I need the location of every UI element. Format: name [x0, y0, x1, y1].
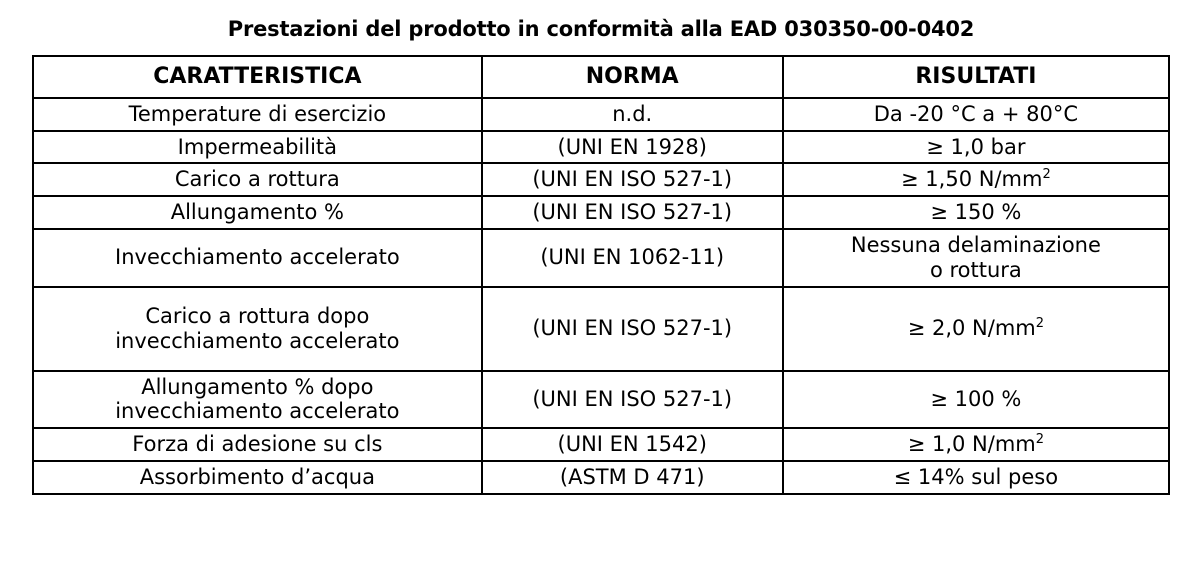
cell-result — [783, 428, 1169, 461]
cell-result: ≥ 100 % — [783, 371, 1169, 429]
cell-norm: (UNI EN 1928) — [482, 131, 783, 164]
column-header-norm: NORMA — [482, 56, 783, 98]
table-row — [33, 287, 1169, 371]
cell-result: ≥ 150 % — [783, 196, 1169, 229]
cell-result-line-1: Nessuna delaminazione — [850, 233, 1101, 258]
cell-characteristic: Invecchiamento accelerato — [33, 229, 482, 287]
cell-result-superscript: 2 — [1035, 316, 1045, 332]
page-title: Prestazioni del prodotto in conformità alla EAD 030350-00-0402 — [227, 17, 975, 41]
cell-characteristic: Allungamento % — [33, 196, 482, 229]
table-header — [33, 56, 1169, 98]
cell-result: ≤ 14% sul peso — [783, 461, 1169, 494]
cell-norm: (UNI EN ISO 527-1) — [482, 287, 783, 371]
cell-characteristic: Forza di adesione su cls — [33, 428, 482, 461]
cell-norm: (UNI EN ISO 527-1) — [482, 371, 783, 429]
table-row — [33, 371, 1169, 429]
cell-characteristic-line-1: Allungamento % dopo — [141, 374, 374, 399]
cell-characteristic-line-2: invecchiamento accelerato — [115, 399, 400, 424]
table-row — [33, 428, 1169, 461]
cell-characteristic: Impermeabilità — [33, 131, 482, 164]
cell-result-superscript: 2 — [1042, 167, 1051, 183]
table-body — [33, 98, 1169, 494]
table-row — [33, 163, 1169, 196]
column-header-characteristic: CARATTERISTICA — [33, 56, 482, 98]
cell-result — [783, 163, 1169, 196]
cell-characteristic — [33, 371, 482, 429]
cell-characteristic: Temperature di esercizio — [33, 98, 482, 131]
cell-norm: n.d. — [482, 98, 783, 131]
cell-norm: (ASTM D 471) — [482, 461, 783, 494]
cell-norm: (UNI EN ISO 527-1) — [482, 196, 783, 229]
cell-characteristic-line-2: invecchiamento accelerato — [115, 328, 400, 353]
table-header-row — [33, 56, 1169, 98]
cell-characteristic: Assorbimento d’acqua — [33, 461, 482, 494]
table-row — [33, 461, 1169, 494]
cell-norm: (UNI EN ISO 527-1) — [482, 163, 783, 196]
cell-norm: (UNI EN 1542) — [482, 428, 783, 461]
cell-result-superscript: 2 — [1035, 432, 1045, 448]
cell-result-text: ≥ 1,0 N/mm — [907, 432, 1036, 457]
cell-result-line-2: o rottura — [929, 257, 1022, 282]
cell-result — [783, 287, 1169, 371]
cell-characteristic — [33, 287, 482, 371]
table-container — [0, 55, 1202, 495]
table-row — [33, 131, 1169, 164]
table-row — [33, 196, 1169, 229]
cell-result-text: ≥ 1,50 N/mm — [901, 167, 1043, 192]
column-header-result: RISULTATI — [783, 56, 1169, 98]
cell-result — [783, 229, 1169, 287]
cell-result: ≥ 1,0 bar — [783, 131, 1169, 164]
cell-norm: (UNI EN 1062-11) — [482, 229, 783, 287]
table-row — [33, 98, 1169, 131]
cell-result: Da -20 °C a + 80°C — [783, 98, 1169, 131]
cell-characteristic: Carico a rottura — [33, 163, 482, 196]
cell-characteristic-line-1: Carico a rottura dopo — [145, 303, 370, 328]
cell-result-text: ≥ 2,0 N/mm — [907, 316, 1036, 341]
performance-table — [32, 55, 1170, 495]
table-row — [33, 229, 1169, 287]
